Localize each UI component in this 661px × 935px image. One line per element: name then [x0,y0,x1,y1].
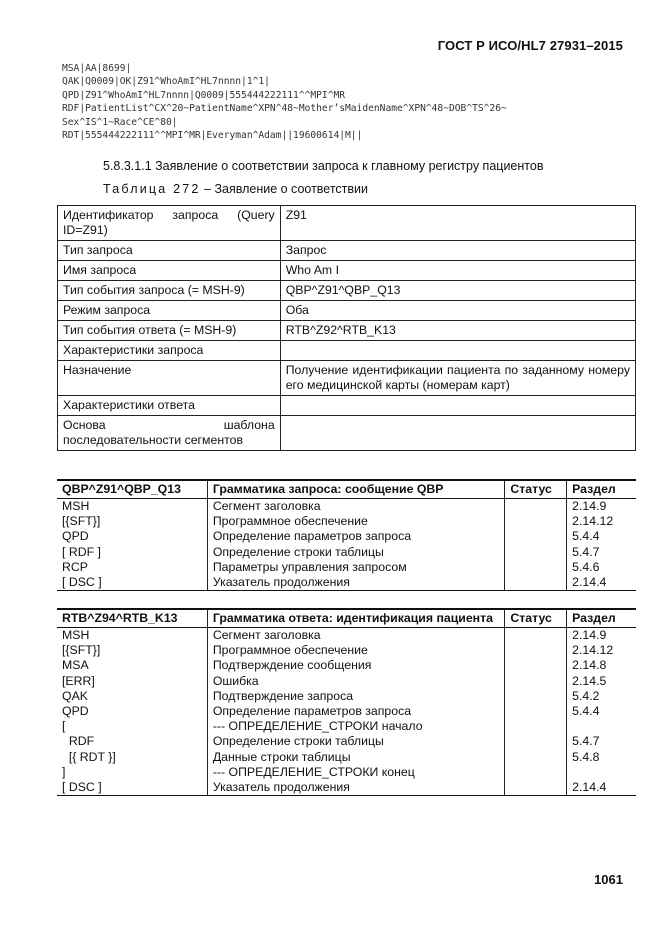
response-grammar-row [57,643,636,658]
table-caption-label: Таблица 272 [103,182,201,196]
statement-row [58,261,636,281]
query-grammar-status [505,499,567,515]
query-grammar-segment: [ RDF ] [62,544,101,559]
statement-value: Получение идентификации пациента по заданному номеру его медицинской карты (номерам карт) [280,361,635,396]
statement-row [58,396,636,416]
query-grammar-segment: QPD [62,529,89,544]
response-grammar-segment: [{SFT}] [62,643,101,658]
query-grammar-description: Параметры управления запросом [207,560,505,575]
query-grammar-row [57,545,636,560]
code-line: QAK|Q0009|OK|Z91^WhoAmI^HL7nnnn|1^1| [62,76,270,88]
statement-key: Режим запроса [58,301,281,321]
response-grammar-description: Указатель продолжения [207,780,505,796]
section-title: 5.8.3.1.1 Заявление о соответствии запроса к главному регистру пациентов [103,159,544,173]
query-grammar-row [57,499,636,515]
response-grammar-section: 5.4.4 [567,704,636,719]
query-grammar-status [505,545,567,560]
statement-row [58,321,636,341]
response-grammar-segment: MSA [62,658,89,673]
query-grammar-section: 5.4.6 [567,560,636,575]
response-grammar-row [57,734,636,749]
statement-row [58,241,636,261]
response-grammar-status [505,658,567,673]
response-grammar-description: Определение параметров запроса [207,704,505,719]
response-grammar-segment: MSH [62,628,90,642]
response-grammar-row [57,765,636,780]
statement-row [58,341,636,361]
response-grammar-description: Определение строки таблицы [207,734,505,749]
query-grammar-status [505,529,567,544]
statement-value [280,341,635,361]
page-number: 1061 [594,872,623,887]
query-grammar-section: 5.4.4 [567,529,636,544]
statement-key: Имя запроса [58,261,281,281]
code-line: Sex^IS^1~Race^CE^80| [62,116,178,128]
response-grammar-status [505,780,567,796]
response-grammar-segment: QAK [62,688,88,703]
statement-key: Назначение [58,361,281,396]
response-grammar-status [505,689,567,704]
query-grammar-segment: MSH [62,499,90,513]
response-grammar-status [505,765,567,780]
response-grammar-segment: ] [62,764,66,779]
response-grammar-segment: [ DSC ] [57,780,207,796]
query-grammar-section: 2.14.4 [567,575,636,591]
response-grammar-description: Ошибка [207,674,505,689]
statement-key: Характеристики ответа [58,396,281,416]
query-grammar-description: Указатель продолжения [207,575,505,591]
response-grammar-header-section: Раздел [567,609,636,628]
query-grammar-header-section: Раздел [567,480,636,499]
response-grammar-section: 5.4.2 [567,689,636,704]
query-grammar-row [57,514,636,529]
query-grammar-header-message: QBP^Z91^QBP_Q13 [57,480,207,499]
response-grammar-row [57,658,636,673]
query-grammar-row [57,560,636,575]
query-grammar-section: 2.14.9 [567,499,636,515]
response-grammar-status [505,750,567,765]
statement-row [58,361,636,396]
query-grammar-description: Сегмент заголовка [207,499,505,515]
statement-row [58,281,636,301]
response-grammar-section: 5.4.7 [567,734,636,749]
table-caption-text: – Заявление о соответствии [204,182,369,196]
statement-value: Z91 [280,206,635,241]
statement-value: Who Am I [280,261,635,281]
statement-key: Тип события запроса (= MSH-9) [58,281,281,301]
document-header: ГОСТ Р ИСО/HL7 27931–2015 [437,38,623,53]
query-grammar-section: 2.14.12 [567,514,636,529]
statement-value [280,396,635,416]
statement-value: QBP^Z91^QBP_Q13 [280,281,635,301]
query-grammar-row [57,529,636,544]
response-grammar-section: 2.14.4 [567,780,636,796]
code-line: QPD|Z91^WhoAmI^HL7nnnn|Q0009|555444222111^^MPI^MR [62,89,346,101]
hl7-message-example [62,62,632,142]
response-grammar-section [567,765,636,780]
response-grammar-description: Программное обеспечение [207,643,505,658]
query-grammar-section: 5.4.7 [567,545,636,560]
response-grammar-section [567,719,636,734]
query-grammar-description: Программное обеспечение [207,514,505,529]
query-grammar-header-grammar: Грамматика запроса: сообщение QBP [207,480,505,499]
response-grammar-header-status: Статус [505,609,567,628]
code-line: RDT|555444222111^^MPI^MR|Everyman^Adam||19600614|M|| [62,130,363,142]
query-grammar-segment: [ DSC ] [57,575,207,591]
response-grammar-table [57,608,636,796]
response-grammar-segment: [{ RDT }] [62,749,116,764]
query-grammar-status [505,575,567,591]
statement-value: RTB^Z92^RTB_K13 [280,321,635,341]
code-line: RDF|PatientList^CX^20~PatientName^XPN^48~Mother’sMaidenName^XPN^48~DOB^TS^26~ [62,103,507,115]
query-grammar-status [505,560,567,575]
response-grammar-status [505,734,567,749]
table-caption [103,182,368,196]
response-grammar-section: 5.4.8 [567,750,636,765]
statement-key: Идентификатор запроса (Query ID=Z91) [58,206,281,241]
response-grammar-row [57,704,636,719]
response-grammar-section: 2.14.12 [567,643,636,658]
statement-key: Тип запроса [58,241,281,261]
statement-row [58,301,636,321]
query-grammar-description: Определение строки таблицы [207,545,505,560]
statement-value [280,416,635,451]
response-grammar-header-grammar: Грамматика ответа: идентификация пациента [207,609,505,628]
response-grammar-status [505,719,567,734]
query-grammar-description: Определение параметров запроса [207,529,505,544]
response-grammar-row [57,750,636,765]
response-grammar-row [57,689,636,704]
response-grammar-status [505,628,567,644]
response-grammar-status [505,704,567,719]
statement-row [58,416,636,451]
response-grammar-description: --- ОПРЕДЕЛЕНИЕ_СТРОКИ конец [207,765,505,780]
response-grammar-section: 2.14.5 [567,674,636,689]
response-grammar-description: Подтверждение запроса [207,689,505,704]
response-grammar-segment: RDF [62,734,95,749]
response-grammar-status [505,643,567,658]
response-grammar-description: Данные строки таблицы [207,750,505,765]
response-grammar-header-message: RTB^Z94^RTB_K13 [57,609,207,628]
statement-row [58,206,636,241]
query-grammar-row [57,575,636,591]
response-grammar-status [505,674,567,689]
response-grammar-description: Сегмент заголовка [207,628,505,644]
response-grammar-row [57,719,636,734]
code-line: MSA|AA|8699| [62,63,132,74]
response-grammar-description: Подтверждение сообщения [207,658,505,673]
statement-key: Характеристики запроса [58,341,281,361]
response-grammar-description: --- ОПРЕДЕЛЕНИЕ_СТРОКИ начало [207,719,505,734]
response-grammar-row [57,674,636,689]
response-grammar-section: 2.14.9 [567,628,636,644]
query-grammar-header-status: Статус [505,480,567,499]
response-grammar-segment: QPD [62,704,89,719]
response-grammar-section: 2.14.8 [567,658,636,673]
query-grammar-status [505,514,567,529]
response-grammar-row [57,628,636,644]
query-grammar-segment: RCP [62,559,88,574]
response-grammar-segment: [ [62,719,66,734]
conformance-statement-table [57,205,636,451]
statement-value: Запрос [280,241,635,261]
statement-key: Основа шаблона последовательности сегментов [58,416,281,451]
query-grammar-segment: [{SFT}] [62,514,101,529]
query-grammar-table [57,479,636,591]
statement-key: Тип события ответа (= MSH-9) [58,321,281,341]
response-grammar-segment: [ERR] [62,673,95,688]
response-grammar-row [57,780,636,796]
statement-value: Оба [280,301,635,321]
